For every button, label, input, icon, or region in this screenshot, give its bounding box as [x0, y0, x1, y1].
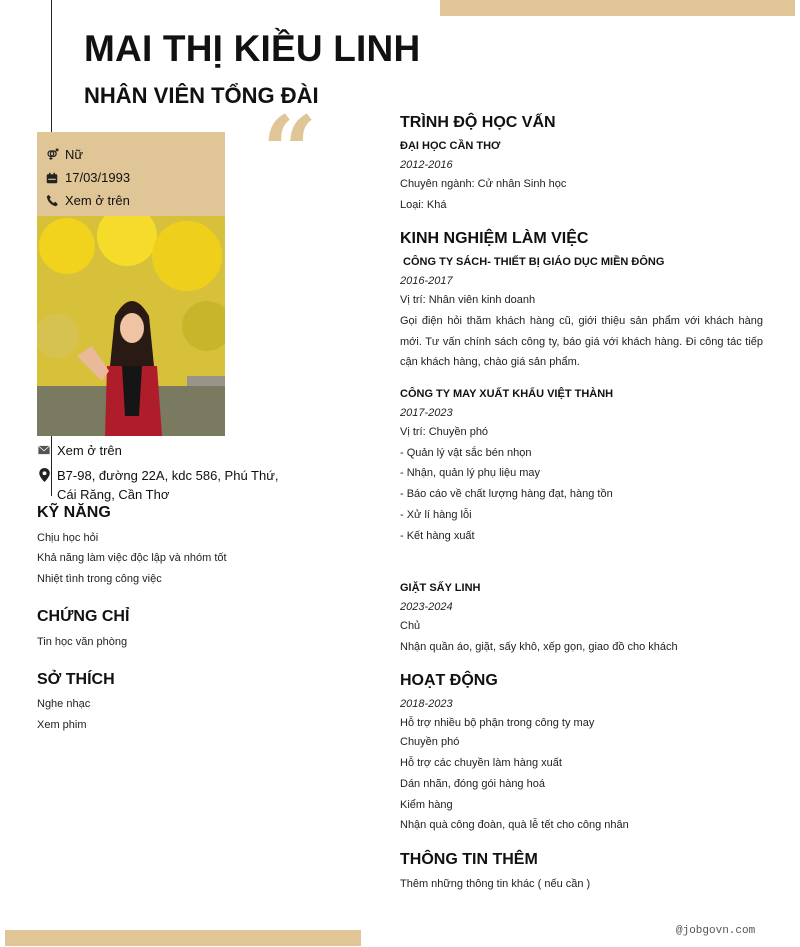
education-period: 2012-2016: [400, 159, 453, 171]
job-position: Chủ: [400, 620, 421, 632]
personal-info-box: [37, 132, 225, 216]
job-duty: - Kết hàng xuất: [400, 530, 475, 542]
job-description: Gọi điện hỏi thăm khách hàng cũ, giới thiệu sản phẩm với khách hàng mới. Tư vấn chính sách công ty, báo giá với khách hàng. Đi công tác tiếp cận khách hàng, chào giá sản phẩm.: [400, 315, 763, 368]
job-duty: - Xử lí hàng lỗi: [400, 509, 472, 521]
activity-item: Hỗ trợ nhiều bộ phận trong công ty may: [400, 717, 595, 729]
birthday-row: [37, 166, 225, 189]
skills-heading: KỸ NĂNG: [37, 504, 111, 521]
job-title: NHÂN VIÊN TỔNG ĐÀI: [84, 83, 319, 108]
job-company: GIẶT SẤY LINH: [400, 582, 481, 594]
activities-period: 2018-2023: [400, 698, 453, 710]
candidate-name: MAI THỊ KIỀU LINH: [84, 28, 421, 69]
job-position: Vị trí: Chuyền phó: [400, 426, 489, 438]
phone-icon: [45, 194, 59, 208]
activity-item: Dán nhãn, đóng gói hàng hoá: [400, 778, 545, 790]
gender-value: Nữ: [65, 147, 84, 162]
job-duty: - Báo cáo về chất lượng hàng đạt, hàng tồn: [400, 488, 613, 500]
profile-photo: [37, 216, 225, 436]
email-row: [37, 443, 122, 458]
job-period: 2017-2023: [400, 407, 453, 419]
certificate-item: Tin học văn phòng: [37, 636, 128, 648]
decorative-line-top: [51, 0, 52, 133]
phone-value: Xem ở trên: [65, 193, 130, 208]
hobby-item: Nghe nhạc: [37, 698, 91, 710]
experience-heading: KINH NGHIỆM LÀM VIỆC: [400, 230, 589, 247]
quote-mark-icon: “: [262, 95, 318, 208]
calendar-icon: [45, 171, 59, 185]
job-company: CÔNG TY SÁCH- THIẾT BỊ GIÁO DỤC MIỀN ĐÔNG: [400, 256, 665, 268]
job-company: CÔNG TY MAY XUẤT KHẨU VIỆT THÀNH: [400, 388, 614, 400]
additional-text: Thêm những thông tin khác ( nếu cần ): [400, 878, 591, 890]
activity-item: Hỗ trợ các chuyền làm hàng xuất: [400, 757, 562, 769]
additional-heading: THÔNG TIN THÊM: [400, 851, 538, 868]
job-period: 2023-2024: [400, 601, 453, 613]
birthday-value: 17/03/1993: [65, 170, 131, 185]
skill-item: Nhiệt tình trong công việc: [37, 573, 162, 585]
job-duty: - Quản lý vật sắc bén nhọn: [400, 447, 532, 459]
education-grade: Loại: Khá: [400, 199, 447, 211]
certificates-heading: CHỨNG CHỈ: [37, 608, 130, 625]
mail-icon: [37, 443, 51, 458]
gender-icon: [45, 148, 59, 162]
skill-item: Chịu học hỏi: [37, 532, 99, 544]
hobbies-heading: SỞ THÍCH: [37, 671, 115, 688]
activity-item: Chuyền phó: [400, 736, 460, 748]
activity-item: Kiểm hàng: [400, 799, 453, 811]
location-icon: [37, 466, 51, 504]
hobby-item: Xem phim: [37, 719, 87, 731]
activity-item: Nhận quà công đoàn, quà lễ tết cho công nhân: [400, 819, 629, 831]
job-period: 2016-2017: [400, 275, 453, 287]
address-row: [37, 466, 279, 504]
school-name: ĐẠI HỌC CẦN THƠ: [400, 140, 501, 152]
watermark: @jobgovn.com: [676, 925, 756, 937]
decorative-bar-bottom: [5, 930, 361, 946]
job-position: Vị trí: Nhân viên kinh doanh: [400, 294, 536, 306]
address-value: B7-98, đường 22A, kdc 586, Phú Thứ, Cái Răng, Cần Thơ: [57, 468, 279, 502]
education-heading: TRÌNH ĐỘ HỌC VẤN: [400, 114, 556, 131]
decorative-bar-top: [440, 0, 795, 16]
activities-heading: HOẠT ĐỘNG: [400, 672, 498, 689]
email-value: Xem ở trên: [57, 443, 122, 458]
education-major: Chuyên ngành: Cử nhân Sinh học: [400, 178, 567, 190]
job-duty: - Nhận, quản lý phụ liệu may: [400, 467, 541, 479]
phone-row: [37, 189, 225, 212]
gender-row: [37, 143, 225, 166]
skill-item: Khả năng làm việc độc lập và nhóm tốt: [37, 552, 227, 564]
job-description: Nhận quần áo, giặt, sấy khô, xếp gọn, giao đồ cho khách: [400, 641, 678, 653]
